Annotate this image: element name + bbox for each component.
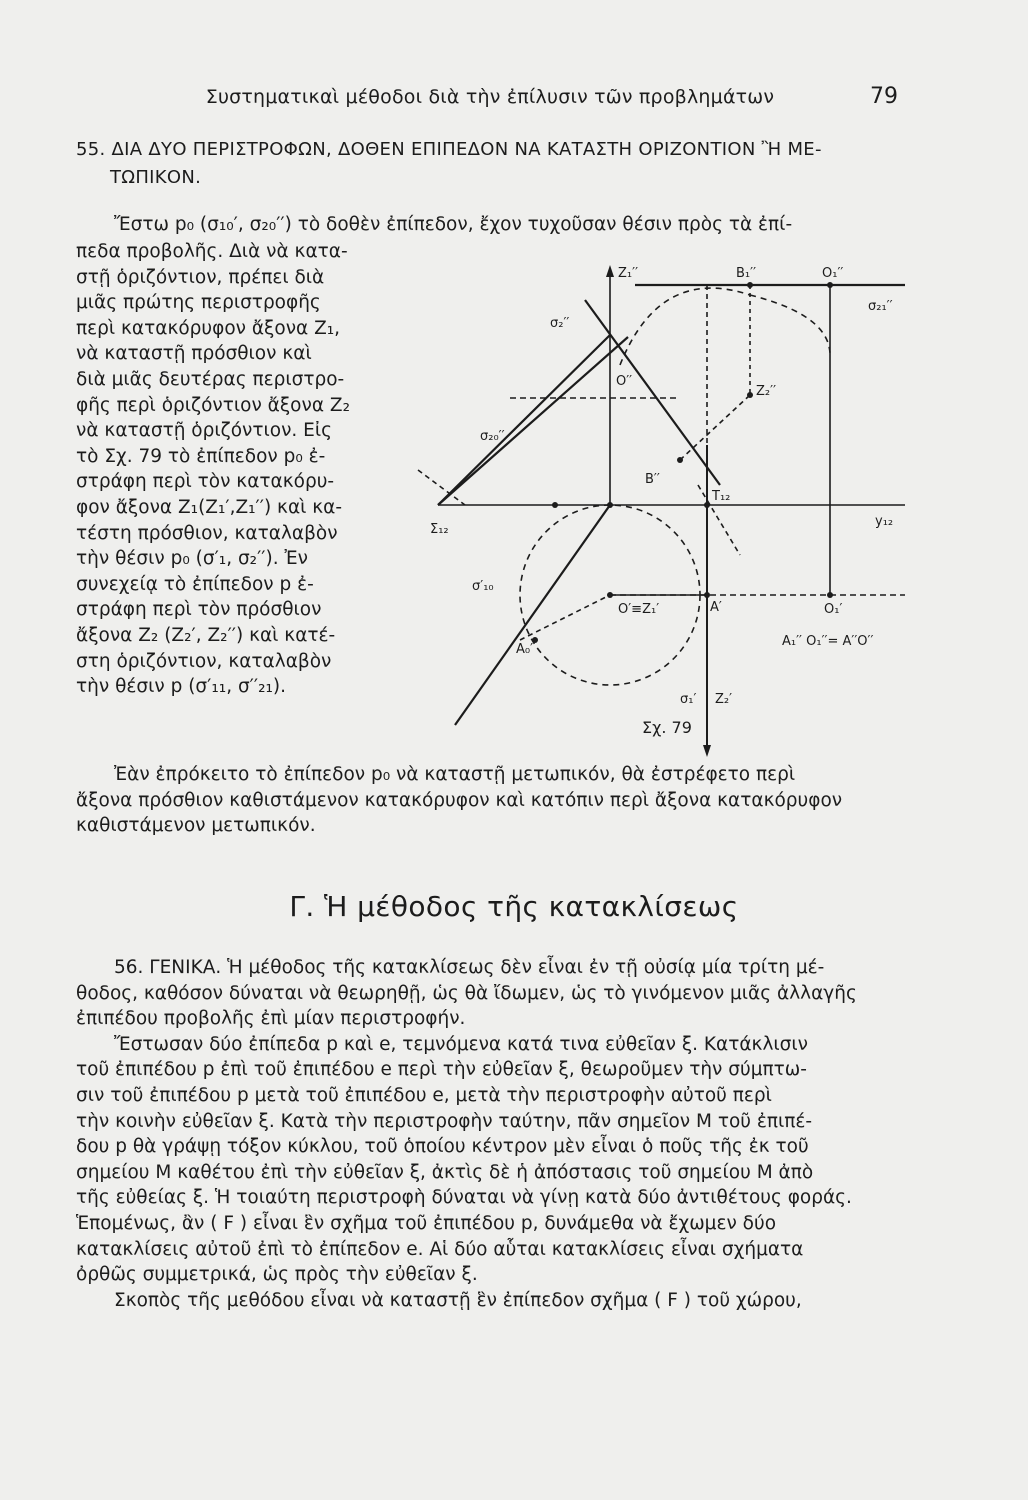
rotation-arc (620, 288, 750, 365)
label-s2pp: σ₂′′ (550, 316, 570, 331)
point-z2pp (747, 392, 753, 398)
text-line: ὀρθῶς συμμετρικά, ὡς πρὸς τὴν εὐθεῖαν ξ. (76, 1264, 478, 1286)
text-line: πεδα προβολῆς. Διὰ νὰ κατα- (76, 241, 348, 262)
text-line: στῇ ὁριζόντιον, πρέπει διὰ (76, 266, 325, 288)
text-line: τῆς εὐθείας ξ. Ἡ τοιαύτη περιστροφὴ δύναται νὰ γίνῃ κατὰ δύο ἀντιθέτους φοράς. (76, 1187, 852, 1209)
heading-line: ΤΩΠΙΚΟΝ. (110, 167, 202, 188)
label-o1p: O₁′ (824, 602, 843, 617)
point-ap (704, 592, 710, 598)
trace-s10p (438, 335, 610, 505)
text-line: περὶ κατακόρυφον ἄξονα Z₁, (76, 317, 341, 339)
descriptive-geometry-diagram (410, 255, 910, 760)
label-y12: y₁₂ (875, 514, 894, 529)
heading-line: 55. ΔΙΑ ΔΥΟ ΠΕΡΙΣΤΡΟΦΩΝ, ΔΟΘΕΝ ΕΠΙΠΕΔΟΝ ΝΑ ΚΑΤΑΣΤΗ ΟΡΙΖΟΝΤΙΟΝ Ἢ ΜΕ- (76, 139, 822, 160)
paragraph-first-line (76, 212, 906, 238)
text-line: στράφη περὶ τὸν πρόσθιον (76, 599, 322, 621)
trace-lower (455, 505, 610, 725)
label-t12: T₁₂ (712, 489, 731, 504)
text-line: καθιστάμενον μετωπικόν. (76, 815, 316, 837)
label-ap: A′ (710, 600, 722, 615)
text-line: Ἑπομένως, ἂν ( F ) εἶναι ἓν σχῆμα τοῦ ἐπιπέδου p, δυνάμεθα νὰ ἔχωμεν δύο (76, 1212, 777, 1234)
text-line: διὰ μιᾶς δευτέρας περιστρο- (76, 368, 345, 390)
point-o1pp (827, 282, 833, 288)
text-line: ἐπιπέδου προβολῆς ἐπὶ μίαν περιστροφήν. (76, 1008, 466, 1030)
text-line: Ἔστω p₀ (σ₁₀′, σ₂₀′′) τὸ δοθὲν ἐπίπεδον, ἔχον τυχοῦσαν θέσιν πρὸς τὰ ἐπί- (114, 214, 793, 235)
point-b1pp (747, 282, 753, 288)
label-s21pp: σ₂₁′′ (868, 299, 893, 314)
point-o1p (827, 592, 833, 598)
trace-s2pp (585, 300, 720, 485)
label-s10p: σ′₁₀ (472, 579, 494, 594)
text-line: τὴν θέσιν p₀ (σ′₁, σ₂′′). Ἐν (76, 548, 308, 570)
point-t12 (704, 502, 710, 508)
wrapped-column-text (76, 239, 406, 700)
label-z2p: Z₂′ (715, 692, 733, 707)
running-head: Συστηματικαὶ μέθοδοι διὰ τὴν ἐπίλυσιν τῶν προβλημάτων (205, 86, 775, 108)
radius-dashed (520, 595, 610, 640)
text-line: Ἔστωσαν δύο ἐπίπεδα p καὶ e, τεμνόμενα κατά τινα εὐθεῖαν ξ. Κατάκλισιν (114, 1033, 808, 1055)
text-line: τὴν κοινὴν εὐθεῖαν ξ. Κατὰ τὴν περιστροφὴν ταύτην, πᾶν σημεῖον M τοῦ ἐπιπέ- (76, 1110, 813, 1132)
text-line: θοδος, καθόσον δύναται νὰ θεωρηθῇ, ὡς θὰ ἴδωμεν, ὡς τὸ γινόμενον μιᾶς ἀλλαγῆς (76, 982, 857, 1004)
text-line: τέστη πρόσθιον, καταλαβὸν (76, 522, 338, 544)
text-line: φον ἄξονα Z₁(Z₁′,Z₁′′) καὶ κα- (76, 496, 343, 518)
text-line: συνεχείᾳ τὸ ἐπίπεδον p ἐ- (76, 573, 314, 595)
text-line: Σκοπὸς τῆς μεθόδου εἶναι νὰ καταστῇ ἓν ἐπίπεδον σχῆμα ( F ) τοῦ χώρου, (114, 1289, 802, 1311)
label-a1o1: A₁′′ O₁′′= A′′O′′ (782, 634, 874, 649)
label-z1pp: Z₁′′ (618, 266, 639, 281)
section-55-heading (76, 136, 906, 192)
trace-s20pp (438, 337, 628, 505)
text-line: 56. ΓΕΝΙΚΑ. Ἡ μέθοδος τῆς κατακλίσεως δὲν εἶναι ἐν τῇ οὐσίᾳ μία τρίτη μέ- (114, 957, 825, 978)
label-bpp: B′′ (645, 472, 660, 487)
label-s12: Σ₁₂ (430, 522, 449, 537)
label-z2pp: Z₂′′ (756, 384, 777, 399)
text-line: στη ὁριζόντιον, καταλαβὸν (76, 650, 332, 672)
text-line: σιν τοῦ ἐπιπέδου p μετὰ τοῦ ἐπιπέδου e, μετὰ τὴν περιστροφὴν αὐτοῦ περὶ (76, 1084, 772, 1106)
rotation-link (680, 395, 750, 460)
text-line: μιᾶς πρώτης περιστροφῆς (76, 292, 321, 314)
text-line: τὴν θέσιν p (σ′₁₁, σ′′₂₁). (76, 676, 287, 698)
point-axis (607, 502, 613, 508)
point-oz1p (607, 592, 613, 598)
text-line: τὸ Σχ. 79 τὸ ἐπίπεδον p₀ ἐ- (76, 445, 326, 467)
paragraph-55-end (76, 762, 906, 839)
page-number: 79 (870, 84, 898, 109)
text-line: δου p θὰ γράψῃ τόξον κύκλου, τοῦ ὁποίου κέντρον μὲν εἶναι ὁ ποῦς τῆς ἐκ τοῦ (76, 1136, 809, 1158)
label-opp: O′′ (616, 374, 633, 389)
figure-79 (410, 255, 910, 760)
text-line: στράφη περὶ τὸν κατακόρυ- (76, 471, 335, 493)
label-a0p: A₀′ (516, 642, 534, 657)
section-56-text (76, 955, 906, 1313)
rotation-arc-right (750, 295, 830, 355)
text-line: κατακλίσεις αὐτοῦ ἐπὶ τὸ ἐπίπεδον e. Αἱ δύο αὗται κατακλίσεις εἶναι σχήματα (76, 1238, 804, 1260)
point-bpp (677, 457, 683, 463)
label-s1p: σ₁′ (680, 692, 697, 707)
point-ground (552, 502, 558, 508)
text-line: ἄξονα πρόσθιον καθιστάμενον κατακόρυφον καὶ κατόπιν περὶ ἄξονα κατακόρυφον (76, 789, 843, 811)
arrow-up (606, 265, 614, 277)
label-s20pp: σ₂₀′′ (480, 429, 505, 444)
text-line: Ἐὰν ἐπρόκειτο τὸ ἐπίπεδον p₀ νὰ καταστῇ μετωπικόν, θὰ ἐστρέφετο περὶ (114, 764, 796, 785)
text-line: ἄξονα Z₂ (Z₂′, Z₂′′) καὶ κατέ- (76, 624, 336, 646)
arrow-down (703, 745, 711, 757)
label-b1pp: B₁′′ (736, 266, 757, 281)
text-line: τοῦ ἐπιπέδου p ἐπὶ τοῦ ἐπιπέδου e περὶ τὴν εὐθεῖαν ξ, θεωροῦμεν τὴν σύμπτω- (76, 1059, 807, 1081)
text-line: νὰ καταστῇ πρόσθιον καὶ (76, 343, 312, 365)
text-line: σημείου M καθέτου ἐπὶ τὴν εὐθεῖαν ξ, ἀκτὶς δὲ ἡ ἀπόστασις τοῦ σημείου M ἀπὸ (76, 1161, 814, 1183)
text-line: νὰ καταστῇ ὁριζόντιον. Εἰς (76, 420, 332, 442)
label-oz1p: O′≡Z₁′ (618, 602, 660, 617)
text-line: φῆς περὶ ὁριζόντιον ἄξονα Z₂ (76, 394, 350, 416)
label-o1pp: O₁′′ (822, 266, 844, 281)
figure-caption: Σχ. 79 (642, 718, 692, 737)
section-title: Γ. Ἡ μέθοδος τῆς κατακλίσεως (289, 890, 739, 923)
